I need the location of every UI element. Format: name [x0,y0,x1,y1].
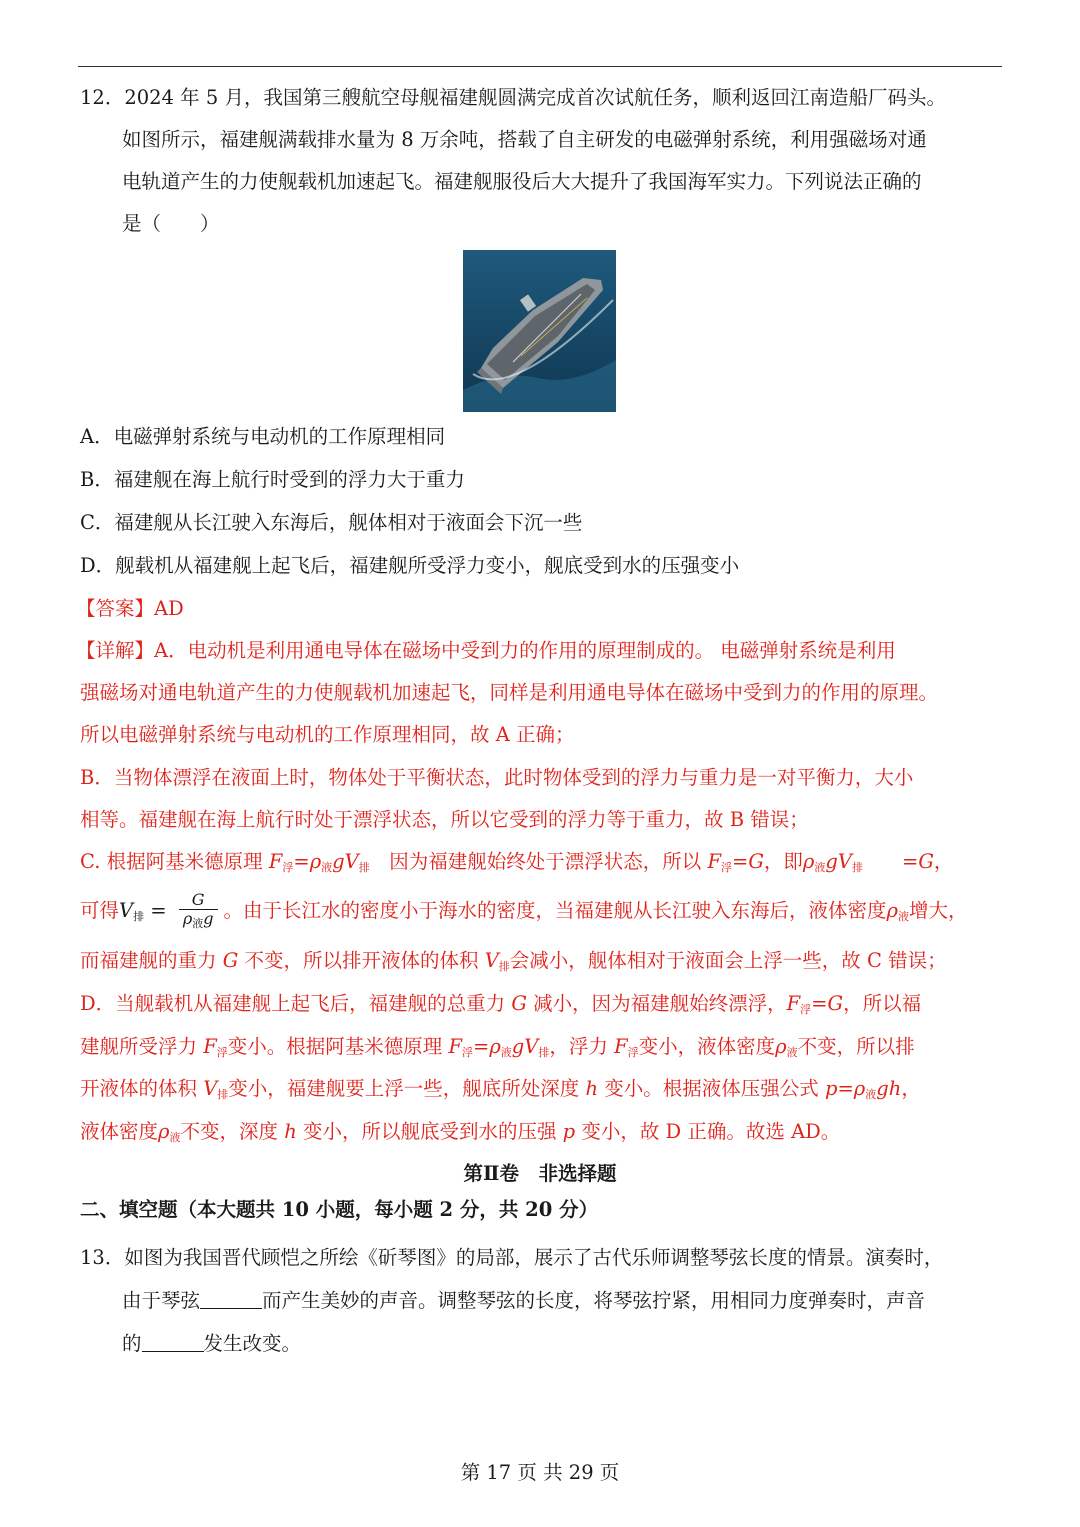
q12-stem-line-3: 电轨道产生的力使舰载机加速起飞。福建舰服役后大大提升了我国海军实力。下列说法正确的 [122,170,922,193]
answer-label: 【答案】 [76,597,155,620]
header-rule [78,66,1002,67]
explain-d-line-3: 开液体的体积 $V_排$变小，福建舰要上浮一些，舰底所处深度 h 变小。根据液体压强公式 $p=\rho_液gh$， [80,1077,921,1101]
answer-value: AD [154,597,184,620]
q13-stem-line-2: 由于琴弦 而产生美妙的声音。调整琴弦的长度，将琴弦拧紧，用相同力度弹奏时，声音 [122,1289,926,1312]
explain-d-line-1: D．当舰载机从福建舰上起飞后，福建舰的总重力 G 减小，因为福建舰始终漂浮，$F_浮=G$，所以福 [80,992,922,1016]
section-heading: 二、填空题（本大题共 10 小题，每小题 2 分，共 20 分） [80,1198,599,1221]
detail-label: 【详解】 [76,639,155,662]
explain-a-line-1: 【详解】A．电动机是利用通电导体在磁场中受到力的作用的原理制成的。 电磁弹射系统是利用 [76,639,896,662]
aircraft-carrier-image [463,250,616,412]
q12-stem-line-2: 如图所示，福建舰满载排水量为 8 万余吨，搭载了自主研发的电磁弹射系统，利用强磁场对通 [122,128,927,151]
explain-c-line-2: 可得$V_排$ = $\frac{G}{\rho_液g}$ 。由于长江水的密度小于海水的密度，当福建舰从长江驶入东海后，液体密度$\rho_液$增大， [80,890,1002,938]
answer-blank-2[interactable] [142,1331,204,1352]
option-c: C．福建舰从长江驶入东海后，舰体相对于液面会下沉一些 [80,511,583,534]
explain-d-line-4: 液体密度$\rho_液$不变，深度 h 变小，所以舰底受到水的压强 p 变小，故 D 正确。故选 AD。 [80,1120,841,1144]
q12-stem-line-4: 是（ ） [122,212,220,235]
q13-stem-line-1: 13．如图为我国晋代顾恺之所绘《斫琴图》的局部，展示了古代乐师调整琴弦长度的情景。演奏时， [80,1246,944,1269]
fraction-formula: $\frac{G}{\rho_液g}$ [179,891,218,933]
page-footer: 第 17 页 共 29 页 [460,1461,620,1484]
explain-b-line-2: 相等。福建舰在海上航行时处于漂浮状态，所以它受到的浮力等于重力，故 B 错误； [80,808,809,831]
explain-c-line-3: 而福建舰的重力 G 不变，所以排开液体的体积 $V_排$会减小，舰体相对于液面会上浮一些，故 C 错误； [80,949,947,973]
explain-b-line-1: B．当物体漂浮在液面上时，物体处于平衡状态，此时物体受到的浮力与重力是一对平衡力，大小 [80,766,914,789]
option-a: A．电磁弹射系统与电动机的工作原理相同 [80,425,446,448]
answer-line [76,588,1002,630]
q13-stem-line-3: 的 发生改变。 [122,1332,302,1355]
q12-stem-line-1: 12．2024 年 5 月，我国第三艘航空母舰福建舰圆满完成首次试航任务，顺利返回江南造船厂码头。 [80,86,946,109]
explain-a-line-3: 所以电磁弹射系统与电动机的工作原理相同，故 A 正确； [80,723,575,746]
explain-c-line-1: C. 根据阿基米德原理 $F_浮=\rho_液gV_排$ 因为福建舰始终处于漂浮状态，所以 $F_浮=G$，即$\rho_液gV_排$ =G， [80,850,954,874]
option-d: D．舰载机从福建舰上起飞后，福建舰所受浮力变小，舰底受到水的压强变小 [80,554,740,577]
option-b: B．福建舰在海上航行时受到的浮力大于重力 [80,468,465,491]
explain-d-line-2: 建舰所受浮力 $F_浮$变小。根据阿基米德原理 $F_浮=\rho_液gV_排$，浮力 $F_浮$变小，液体密度$\rho_液$不变，所以排 [80,1035,915,1059]
answer-blank-1[interactable] [200,1288,262,1309]
section-title: 第Ⅱ卷 非选择题 [463,1162,617,1185]
explain-a-line-2: 强磁场对通电轨道产生的力使舰载机加速起飞，同样是利用通电导体在磁场中受到力的作用的原理。 [80,681,939,704]
